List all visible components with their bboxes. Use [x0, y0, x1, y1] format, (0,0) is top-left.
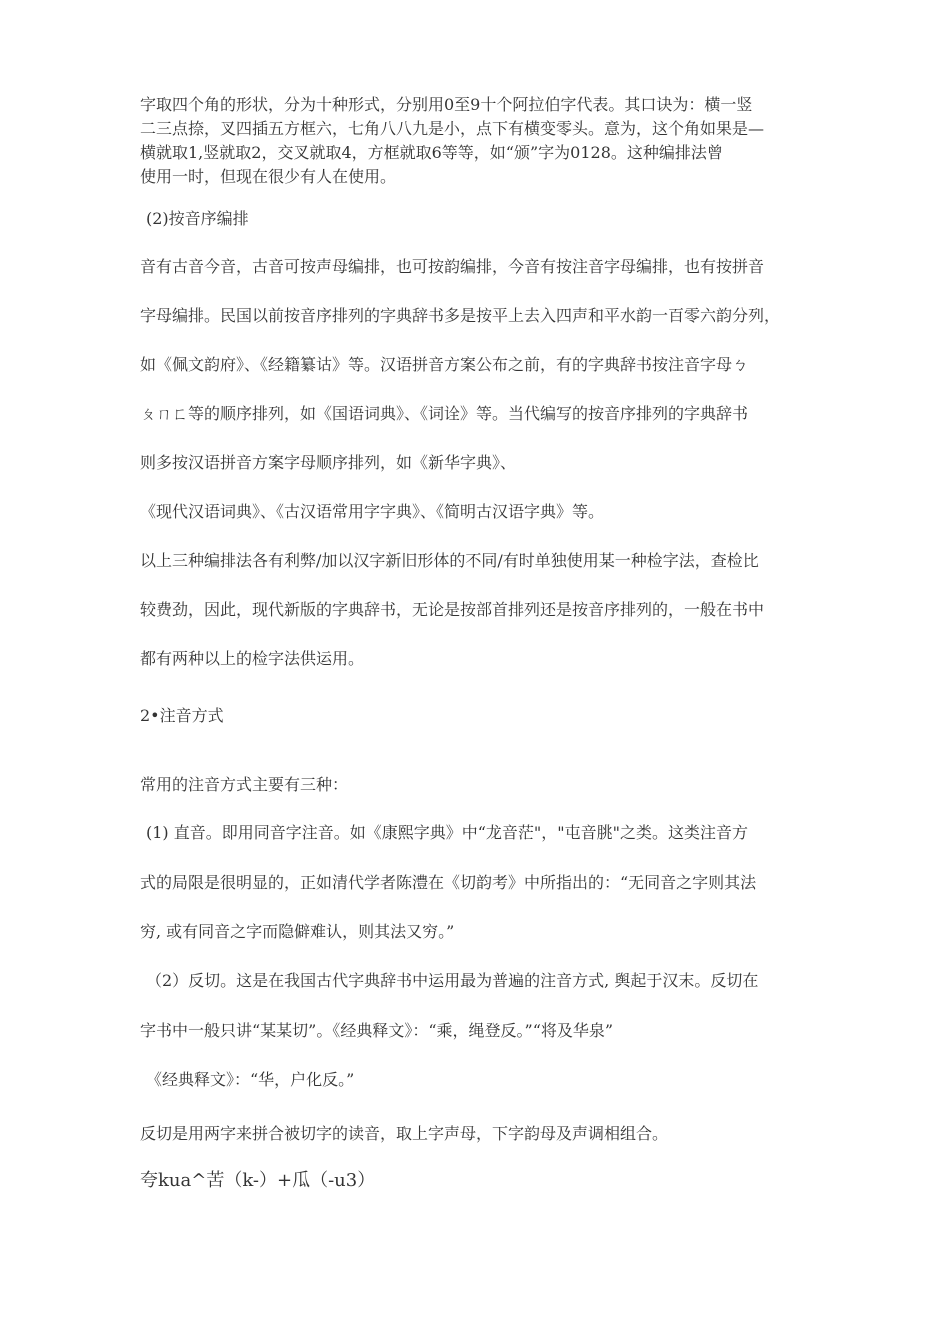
paragraph-line: 字取四个角的形状，分为十种形式，分别用0至9十个阿拉伯字代表。其口诀为：横一竖	[140, 95, 753, 114]
paragraph-line: (1) 直音。即用同音字注音。如《康熙字典》中“龙音茫"，"屯音朓"之类。这类注音方	[146, 823, 749, 842]
paragraph-line: 二三点捺，叉四插五方框六，七角八八九是小，点下有横变零头。意为，这个角如果是—	[140, 119, 765, 138]
section-heading: (2)按音序编排	[146, 209, 249, 228]
paragraph-line: 字母编排。民国以前按音序排列的字典辞书多是按平上去入四声和平水韵一百零六韵分列，	[140, 306, 781, 325]
paragraph-line: 常用的注音方式主要有三种：	[140, 775, 349, 794]
paragraph-line: （2）反切。这是在我国古代字典辞书中运用最为普遍的注音方式, 舆起于汉末。反切在	[146, 971, 759, 990]
paragraph-line: ㄆㄇㄈ等的顺序排列，如《国语词典》、《词诠》等。当代编写的按音序排列的字典辞书	[140, 404, 749, 423]
paragraph-line: 《经典释文》：“华，户化反。”	[146, 1070, 355, 1089]
section-heading: 2•注音方式	[140, 706, 224, 725]
paragraph-line: 穷, 或有同音之字而隐僻难认，则其法又穷。”	[140, 922, 455, 941]
paragraph-line: 使用一时，但现在很少有人在使用。	[140, 167, 397, 186]
paragraph-line: 则多按汉语拼音方案字母顺序排列，如《新华字典》、	[140, 453, 517, 472]
paragraph-line: 以上三种编排法各有利弊/加以汉字新旧形体的不同/有时单独使用某一种检字法，查检比	[140, 551, 759, 570]
paragraph-line: 式的局限是很明显的，正如清代学者陈澧在《切韵考》中所指出的：“无同音之字则其法	[140, 873, 757, 892]
paragraph-line: 反切是用两字来拼合被切字的读音，取上字声母，下字韵母及声调相组合。	[140, 1124, 669, 1143]
paragraph-line: 都有两种以上的检字法供运用。	[140, 649, 365, 668]
formula-line: 夸kua^苦（k-）+瓜（-u3）	[140, 1170, 376, 1191]
paragraph-line: 字书中一般只讲“某某切”。《经典释文》：“乘，绳登反。”“将及华泉”	[140, 1021, 614, 1040]
paragraph-line: 音有古音今音，古音可按声母编排，也可按韵编排，今音有按注音字母编排，也有按拼音	[140, 257, 765, 276]
paragraph-line: 如《佩文韵府》、《经籍纂诂》等。汉语拼音方案公布之前，有的字典辞书按注音字母ㄅ	[140, 355, 749, 374]
paragraph-line: 较费劲，因此，现代新版的字典辞书，无论是按部首排列还是按音序排列的，一般在书中	[140, 600, 765, 619]
paragraph-line: 《现代汉语词典》、《古汉语常用字字典》、《简明古汉语字典》等。	[140, 502, 605, 521]
paragraph-line: 横就取1,竖就取2，交叉就取4，方框就取6等等，如“颁”字为0128。这种编排法曾	[140, 143, 723, 162]
